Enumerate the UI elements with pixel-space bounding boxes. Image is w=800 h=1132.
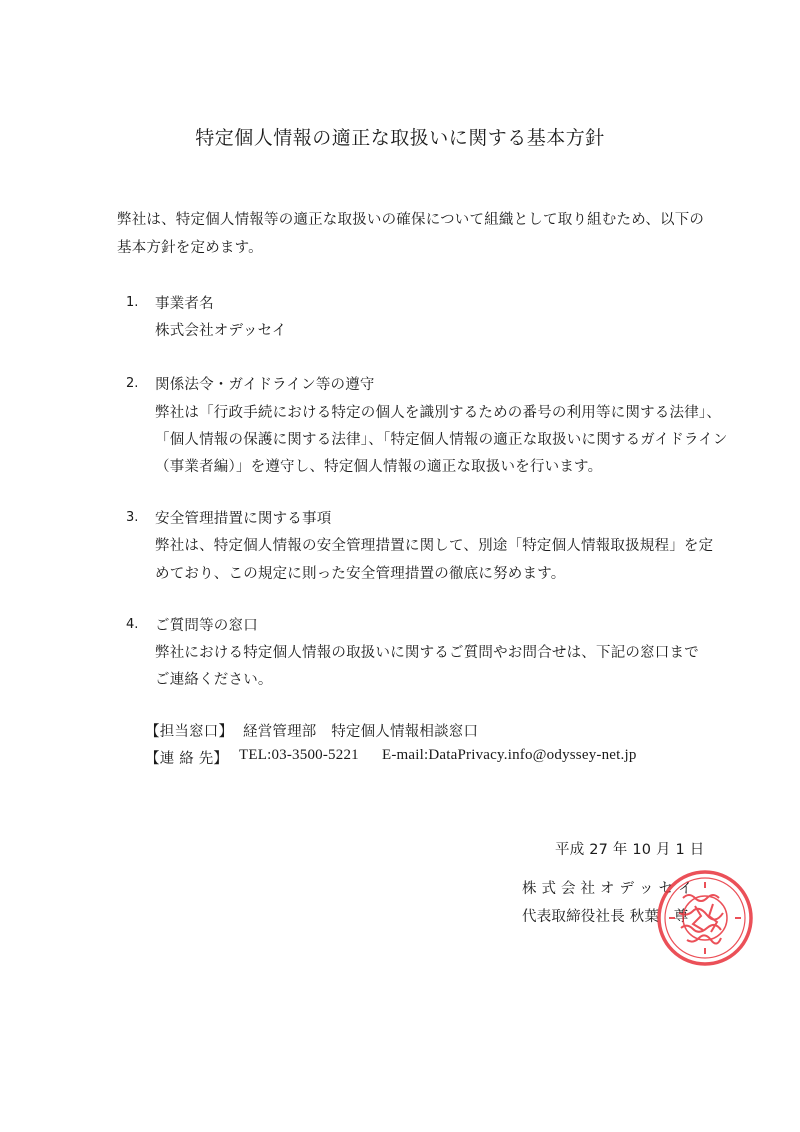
company-seal-stamp: [655, 868, 755, 968]
section-line: ご連絡ください。: [155, 672, 273, 688]
section-number: 1.: [126, 295, 139, 310]
section-line: 「個人情報の保護に関する法律」、「特定個人情報の適正な取扱いに関するガイドライン: [155, 432, 728, 448]
section-line: 弊社は、特定個人情報の安全管理措置に関して、別途「特定個人情報取扱規程」を定: [155, 538, 714, 554]
section-line: 弊社における特定個人情報の取扱いに関するご質問やお問合せは、下記の窓口まで: [155, 645, 699, 661]
section-heading: 関係法令・ガイドライン等の遵守: [155, 377, 375, 393]
section-number: 4.: [126, 617, 139, 632]
contact-tel: TEL:03-3500-5221: [239, 747, 359, 763]
contact-window-label: 【担当窓口】: [145, 724, 234, 740]
contact-email[interactable]: E-mail:DataPrivacy.info@odyssey-net.jp: [382, 747, 637, 763]
section-line: 弊社は「行政手続における特定の個人を識別するための番号の利用等に関する法律」、: [155, 405, 722, 421]
section-number: 2.: [126, 376, 139, 391]
issue-date: 平成 27 年 10 月 1 日: [555, 842, 705, 858]
intro-line-2: 基本方針を定めます。: [117, 240, 263, 256]
representative-name: 代表取締役社長 秋葉 尊: [522, 909, 689, 925]
section-line: （事業者編）」を遵守し、特定個人情報の適正な取扱いを行います。: [155, 459, 603, 475]
page-title: 特定個人情報の適正な取扱いに関する基本方針: [195, 127, 605, 149]
contact-label: 【連 絡 先】: [145, 751, 229, 767]
section-line: 株式会社オデッセイ: [155, 323, 287, 339]
intro-line-1: 弊社は、特定個人情報等の適正な取扱いの確保について組織として取り組むため、以下の: [117, 212, 705, 228]
section-line: めており、この規定に則った安全管理措置の徹底に努めます。: [155, 566, 566, 582]
section-heading: ご質問等の窓口: [155, 618, 258, 634]
section-number: 3.: [126, 510, 139, 525]
section-heading: 安全管理措置に関する事項: [155, 511, 332, 527]
section-heading: 事業者名: [155, 296, 214, 312]
company-name: 株 式 会 社 オ デ ッ セ イ: [522, 881, 693, 897]
contact-window-value: 経営管理部 特定個人情報相談窓口: [243, 724, 479, 740]
